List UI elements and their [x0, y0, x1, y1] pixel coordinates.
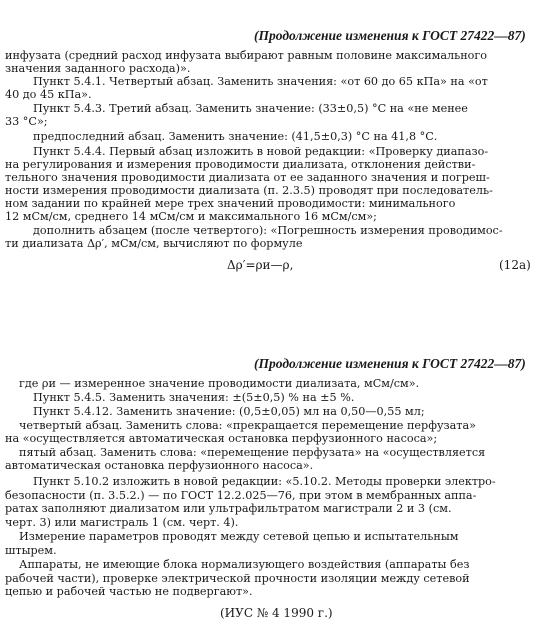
text-line: цепью и рабочей частью не подвергают».	[5, 585, 253, 598]
text-line: пятый абзац. Заменить слова: «перемещение перфузата» на «осуществляется	[19, 446, 486, 459]
text-line: ти диализата Δρ′, мСм/см, вычисляют по формуле	[5, 237, 303, 250]
header-continuation-1: (Продолжение изменения к ГОСТ 27422—87)	[254, 28, 526, 43]
footer-ius: (ИУС № 4 1990 г.)	[220, 606, 333, 620]
text-line: автоматическая остановка перфузионного насоса».	[5, 459, 314, 472]
text-line: черт. 3) или магистраль 1 (см. черт. 4).	[5, 516, 239, 529]
text-line: на регулирования и измерения проводимости диализата, отклонения действи-	[5, 158, 476, 171]
text-line: Пункт 5.4.12. Заменить значение: (0,5±0,05) мл на 0,50—0,55 мл;	[33, 405, 425, 418]
text-line: 12 мСм/см, среднего 14 мСм/см и максимального 16 мСм/см»;	[5, 210, 377, 223]
text-line: Пункт 5.4.5. Заменить значения: ±(5±0,5) % на ±5 %.	[33, 391, 355, 404]
text-line: инфузата (средний расход инфузата выбирают равным половине максимального	[5, 49, 488, 62]
text-line: Пункт 5.10.2 изложить в новой редакции: «5.10.2. Методы проверки электро-	[33, 475, 496, 488]
formula-number: (12а)	[499, 258, 531, 272]
text-line: Пункт 5.4.3. Третий абзац. Заменить значение: (33±0,5) °С на «не менее	[33, 102, 468, 115]
text-line: Пункт 5.4.4. Первый абзац изложить в новой редакции: «Проверку диапазо-	[33, 145, 489, 158]
text-line: на «осуществляется автоматическая остановка перфузионного насоса»;	[5, 432, 438, 445]
text-line: предпоследний абзац. Заменить значение: (41,5±0,3) °С на 41,8 °С.	[33, 130, 438, 143]
text-line: штырем.	[5, 544, 57, 557]
text-line: безопасности (п. 3.5.2.) — по ГОСТ 12.2.025—76, при этом в мембранных аппа-	[5, 489, 477, 502]
text-line: ности измерения проводимости диализата (п. 2.3.5) проводят при последователь-	[5, 184, 493, 197]
header-continuation-2: (Продолжение изменения к ГОСТ 27422—87)	[254, 356, 526, 371]
text-line: 40 до 45 кПа».	[5, 88, 92, 101]
text-line: дополнить абзацем (после четвертого): «Погрешность измерения проводимос-	[33, 224, 503, 237]
text-line: 33 °С»;	[5, 115, 48, 128]
formula: Δρ′=ρи—ρ,	[227, 258, 294, 272]
text-line: рабочей части), проверке электрической прочности изоляции между сетевой	[5, 572, 470, 585]
text-line: тельного значения проводимости диализата от ее заданного значения и погреш-	[5, 171, 490, 184]
text-line: ном задании по крайней мере трех значений проводимости: минимального	[5, 197, 456, 210]
text-line: Измерение параметров проводят между сетевой цепью и испытательным	[19, 530, 459, 543]
text-line: Аппараты, не имеющие блока нормализующего воздействия (аппараты без	[19, 558, 470, 571]
text-line: Пункт 5.4.1. Четвертый абзац. Заменить значения: «от 60 до 65 кПа» на «от	[33, 75, 488, 88]
text-line: где ρи — измеренное значение проводимости диализата, мСм/см».	[19, 377, 420, 390]
text-line: четвертый абзац. Заменить слова: «прекращается перемещение перфузата»	[19, 419, 477, 432]
text-line: значения заданного расхода)».	[5, 62, 191, 75]
text-line: ратах заполняют диализатом или ультрафильтратом магистрали 2 и 3 (см.	[5, 502, 452, 515]
